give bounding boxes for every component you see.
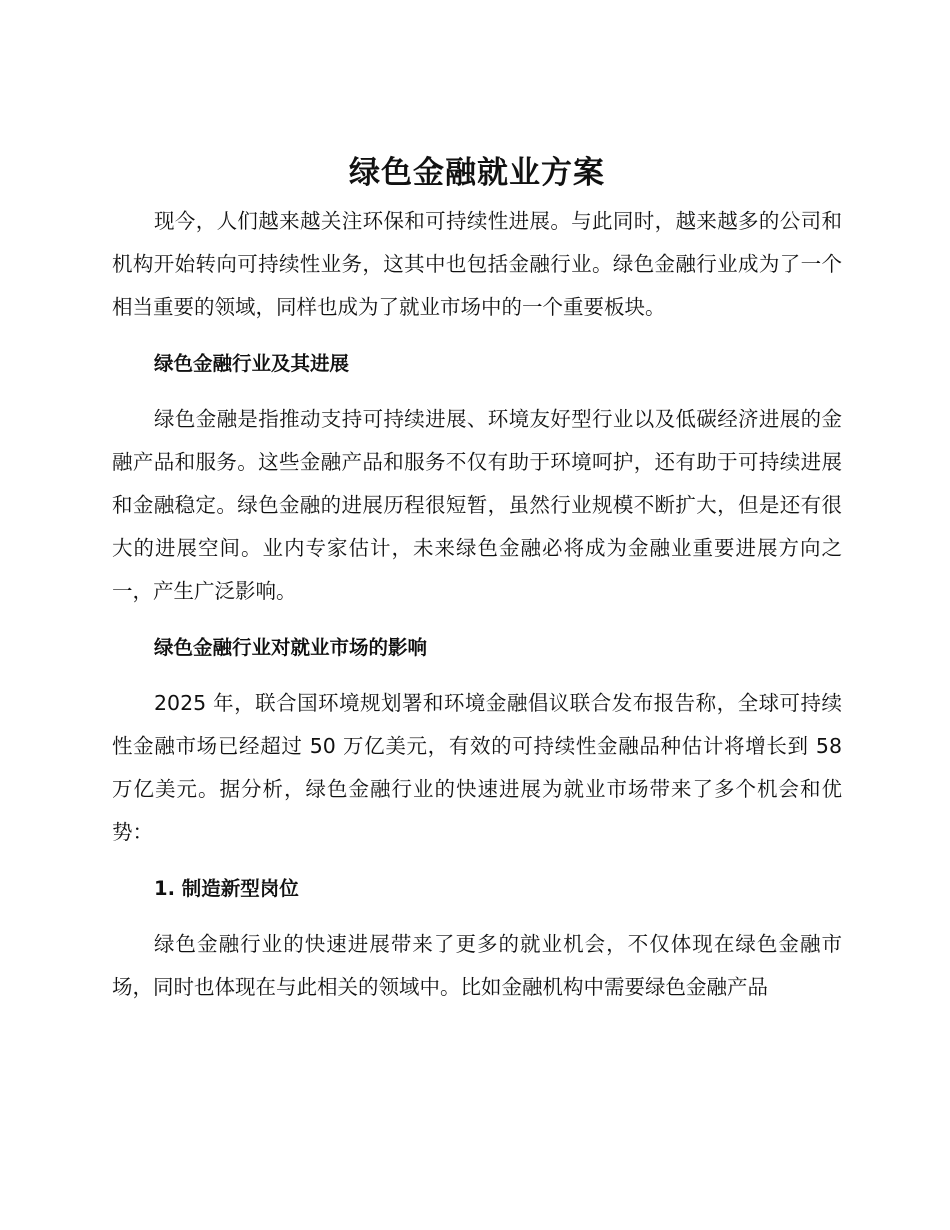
intro-paragraph: 现今，人们越来越关注环保和可持续性进展。与此同时，越来越多的公司和机构开始转向可持续性业务，这其中也包括金融行业。绿色金融行业成为了一个相当重要的领域，同样也成为了就业市场中的一个重要板块。 bbox=[112, 209, 842, 319]
section-body-new-jobs: 绿色金融行业的快速进展带来了更多的就业机会，不仅体现在绿色金融市场，同时也体现在与此相关的领域中。比如金融机构中需要绿色金融产品 bbox=[112, 932, 842, 999]
document-title: 绿色金融就业方案 bbox=[349, 155, 605, 191]
document-page bbox=[112, 150, 842, 1009]
section-body-employment-impact: 2025 年，联合国环境规划署和环境金融倡议联合发布报告称，全球可持续性金融市场已经超过 50 万亿美元，有效的可持续性金融品种估计将增长到 58 万亿美元。据分析，绿色金融行业的快速进展为就业市场带来了多个机会和优势： bbox=[112, 691, 842, 844]
section-body-green-finance-progress: 绿色金融是指推动支持可持续进展、环境友好型行业以及低碳经济进展的金融产品和服务。这些金融产品和服务不仅有助于环境呵护，还有助于可持续进展和金融稳定。绿色金融的进展历程很短暂，虽然行业规模不断扩大，但是还有很大的进展空间。业内专家估计，未来绿色金融必将成为金融业重要进展方向之一，产生广泛影响。 bbox=[112, 407, 842, 603]
section-heading-employment-impact: 绿色金融行业对就业市场的影响 bbox=[154, 636, 428, 659]
section-heading-green-finance-progress: 绿色金融行业及其进展 bbox=[154, 352, 350, 375]
section-heading-new-jobs: 1. 制造新型岗位 bbox=[154, 877, 299, 900]
